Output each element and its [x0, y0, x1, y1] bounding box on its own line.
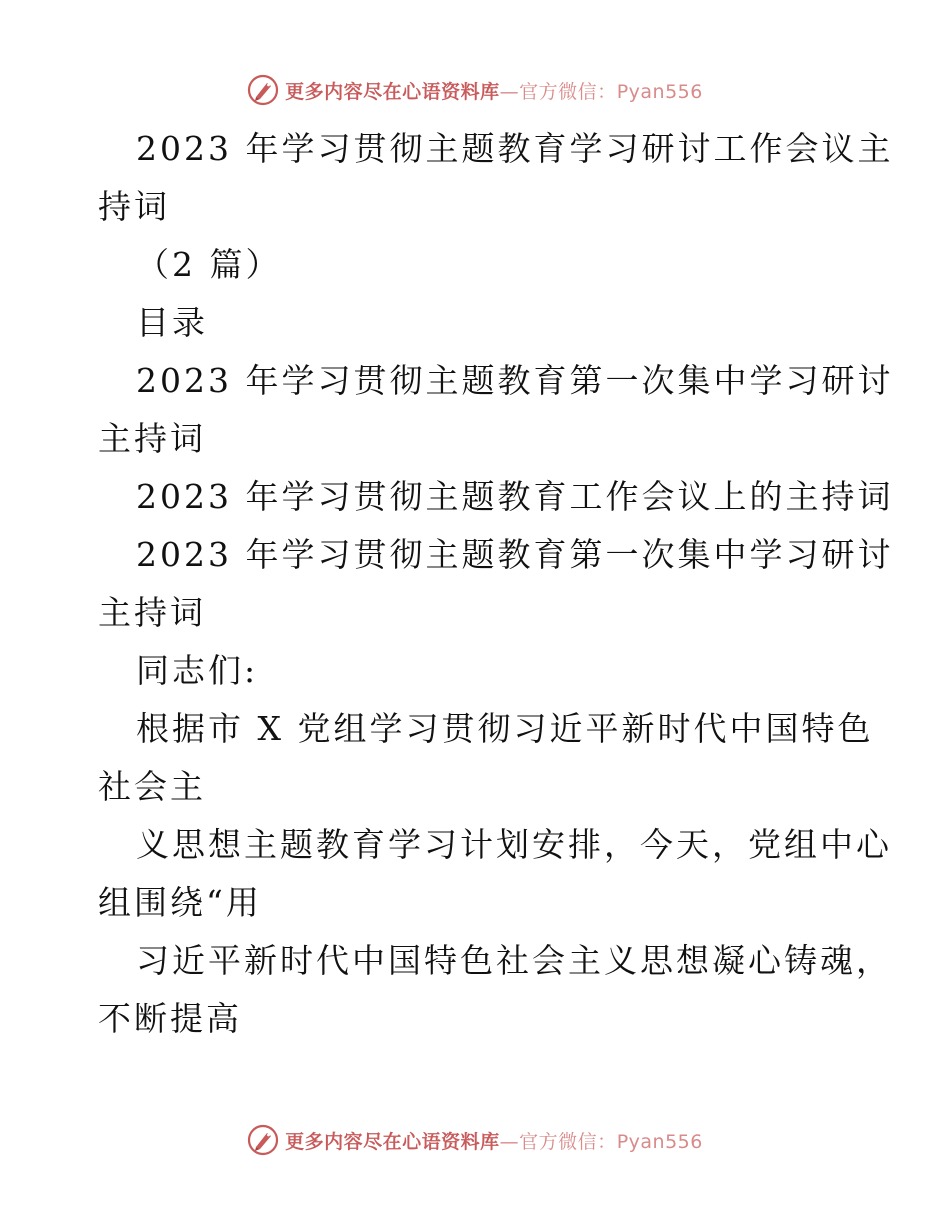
watermark-wechat-label: 官方微信：: [519, 1130, 617, 1153]
text-line: （2 篇）: [136, 245, 282, 284]
text-line: 持词: [98, 187, 170, 226]
text-line: 组围绕“用: [98, 883, 262, 922]
header-watermark: [0, 72, 950, 108]
text-line: 2023 年学习贯彻主题教育第一次集中学习研讨: [136, 535, 894, 574]
watermark-separator: —: [499, 1130, 520, 1153]
watermark-wechat-id: Pyan556: [616, 1130, 703, 1153]
text-line: 目录: [136, 303, 208, 342]
watermark-text: [285, 77, 703, 104]
text-line: 社会主: [98, 767, 206, 806]
text-line: 习近平新时代中国特色社会主义思想凝心铸魂，: [136, 941, 892, 980]
watermark-site: 更多内容尽在心语资料库: [285, 80, 500, 103]
text-line: 主持词: [98, 593, 206, 632]
document-body: [98, 120, 894, 1048]
text-line: 义思想主题教育学习计划安排，今天，党组中心: [136, 825, 892, 864]
text-line: 根据市 X 党组学习贯彻习近平新时代中国特色: [136, 709, 874, 748]
text-line: 2023 年学习贯彻主题教育第一次集中学习研讨: [136, 361, 894, 400]
watermark-text: [285, 1127, 703, 1154]
text-line: 主持词: [98, 419, 206, 458]
text-line: 2023 年学习贯彻主题教育学习研讨工作会议主: [136, 129, 894, 168]
text-line: 同志们:: [136, 651, 259, 690]
text-line: 2023 年学习贯彻主题教育工作会议上的主持词: [136, 477, 894, 516]
watermark-wechat-id: Pyan556: [616, 80, 703, 103]
watermark-separator: —: [499, 80, 520, 103]
pen-nib-logo-icon: [247, 1124, 279, 1156]
footer-watermark: [0, 1122, 950, 1158]
text-line: 不断提高: [98, 999, 242, 1038]
watermark-wechat-label: 官方微信：: [519, 80, 617, 103]
watermark-site: 更多内容尽在心语资料库: [285, 1130, 500, 1153]
pen-nib-logo-icon: [247, 74, 279, 106]
